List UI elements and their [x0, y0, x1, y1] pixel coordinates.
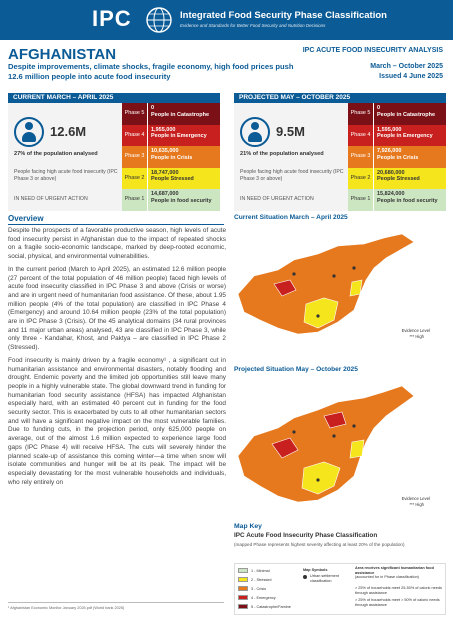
current-heading: CURRENT MARCH – APRIL 2025 [8, 93, 220, 103]
phase-desc: People in food security [377, 197, 438, 204]
current-phase-row [122, 189, 220, 211]
phase-value [374, 168, 446, 190]
current-map-title: Current Situation March – April 2025 [234, 214, 348, 221]
phase-label: Phase 2 [122, 168, 148, 190]
projected-map-title: Projected Situation May – October 2025 [234, 366, 358, 373]
phase-count: 1,595,000 [377, 126, 402, 133]
phase-label: Phase 1 [122, 189, 148, 211]
phase-value [148, 125, 220, 147]
current-phase-row [122, 125, 220, 147]
phase-value [148, 103, 220, 125]
phase-label: Phase 2 [348, 168, 374, 190]
current-total: 12.6M [50, 124, 87, 139]
projected-heading: PROJECTED MAY – OCTOBER 2025 [234, 93, 446, 103]
phase-count: 15,824,000 [377, 191, 405, 198]
map-key-subtitle: IPC Acute Food Insecurity Phase Classification [234, 532, 378, 539]
evidence-value: *** High [409, 334, 424, 339]
current-panel [8, 93, 220, 211]
phase-count: 0 [377, 105, 381, 111]
phase-desc: People in Crisis [377, 154, 419, 161]
current-summary [8, 103, 122, 211]
projected-panel [234, 93, 446, 211]
phase-count: 18,747,000 [151, 169, 179, 176]
overview-paragraph: In the current period (March to April 2025), an estimated 12.6 million people (27 percent of the total population of 46 million people) faced high levels of acute food insecurity classified in IPC Phase 3 and above (Crisis or worse) and are in urgent need of humanitarian food assistance. Of these, about 1.95 million people (4% of the total population) are classified in IPC Phase 4 (Emergency) and around 10.64 million people (23% of the total population) are in IPC Phase 3 (Crisis). Of the 45 analytical domains (34 rural provinces and 11 major urban areas) analysed, 43 are classified in IPC Phase 3, while only three - Kandahar, Khost, and Paktya – are classified in IPC Phase 2 (Stressed). [8, 265, 226, 352]
phase-value [374, 189, 446, 211]
country-name: AFGHANISTAN [8, 46, 117, 63]
phase-desc: People in Crisis [151, 154, 193, 161]
legend-phase-4: 4 - Emergency [238, 595, 276, 600]
projected-phase-row [348, 189, 446, 211]
evidence-label: Evidence Level [401, 328, 430, 333]
assistance-level-1: > 25% of households meet 25-50% of caloric needs through assistance [355, 586, 442, 595]
header-tagline: Evidence and Standards for Better Food Security and Nutrition Decisions [180, 23, 326, 28]
legend-phase-1: 1 - Minimal [238, 568, 270, 573]
report-subtitle: Despite improvements, climate shocks, fragile economy, high food prices push 12.6 million people into acute food insecurity [8, 62, 294, 81]
phase-value [374, 103, 446, 125]
overview-paragraph: Despite the prospects of a favorable productive season, high levels of acute food insecurity persist in Afghanistan due to the impact of repeated shocks on a fragile socio-economic landscape, marked by deep-rooted economic, social, physical, and environmental vulnerabilities. [8, 227, 226, 261]
assistance-level-2: > 25% of households meet > 50% of caloric needs through assistance [355, 598, 440, 607]
current-pct: 27% of the population analysed [14, 151, 98, 157]
phase-desc: People in Catastrophe [377, 111, 436, 118]
projected-total: 9.5M [276, 124, 305, 139]
projected-phase-row [348, 168, 446, 190]
footnote: ¹ Afghanistan Economic Monitor January 2025.pdf (World bank 2025) [8, 602, 224, 610]
ipc-logo: IPC [92, 6, 132, 31]
phase-value [374, 125, 446, 147]
map-key-note: (mapped Phase represents highest severity affecting at least 20% of the population) [234, 542, 405, 547]
globe-icon [145, 6, 173, 34]
map-legend [234, 563, 446, 615]
header-banner [0, 0, 453, 40]
phase-desc: People Stressed [151, 176, 194, 183]
phase-desc: People in food security [151, 197, 212, 204]
current-phase-row [122, 103, 220, 125]
header-title: Integrated Food Security Phase Classification [180, 10, 387, 21]
current-urgent: IN NEED OF URGENT ACTION [14, 196, 88, 202]
phase-value [374, 146, 446, 168]
current-phase-row [122, 168, 220, 190]
projected-phase-row [348, 125, 446, 147]
people-icon [240, 117, 270, 147]
current-map [234, 224, 446, 344]
phase-desc: People Stressed [377, 176, 420, 183]
phase-label: Phase 1 [348, 189, 374, 211]
legend-phase-3: 3 - Crisis [238, 586, 266, 591]
projected-phase-row [348, 146, 446, 168]
phase-value [148, 146, 220, 168]
map-region [350, 280, 362, 296]
report-dates [370, 62, 443, 82]
phase-count: 1,955,000 [151, 126, 176, 133]
urban-settlement-icon [303, 575, 307, 579]
phase-label: Phase 5 [122, 103, 148, 125]
projected-urgent: IN NEED OF URGENT ACTION [240, 196, 314, 202]
projected-pct: 21% of the population analysed [240, 151, 324, 157]
phase-label: Phase 4 [122, 125, 148, 147]
report-period: March – October 2025 [370, 63, 443, 70]
legend-phase-5: 5 - Catastrophe/Famine [238, 604, 291, 609]
phase-count: 0 [151, 105, 155, 111]
overview-rule [8, 224, 224, 225]
phase-label: Phase 5 [348, 103, 374, 125]
current-phase-row [122, 146, 220, 168]
phase-label: Phase 3 [348, 146, 374, 168]
phase-count: 7,926,000 [377, 148, 402, 155]
analysis-type: IPC ACUTE FOOD INSECURITY ANALYSIS [302, 47, 443, 54]
assistance-title: Area receives significant humanitarian food assistance [355, 566, 434, 575]
evidence-value: *** High [409, 502, 424, 507]
phase-value [148, 168, 220, 190]
projected-summary [234, 103, 348, 211]
map-region [350, 440, 364, 458]
phase-count: 14,687,000 [151, 191, 179, 198]
phase-label: Phase 3 [122, 146, 148, 168]
phase-desc: People in Catastrophe [151, 111, 210, 118]
phase-desc: People in Emergency [377, 133, 433, 140]
phase-desc: People in Emergency [151, 133, 207, 140]
current-desc: People facing high acute food insecurity (IPC Phase 3 or above) [14, 169, 118, 182]
legend-phase-2: 2 - Stressed [238, 577, 271, 582]
report-issued: Issued 4 June 2025 [379, 73, 443, 80]
overview-paragraph: Food insecurity is mainly driven by a fragile economy¹ , a significant cut in humanitarian assistance and environmental disasters, notably flooding and drought. Endemic poverty and the limited job opportunities still leave many people in a highly vulnerable state. The global downward trend in funding for humanitarian food security assistance (HFSA) has impacted Afghanistan especially hard, with an estimated 40 percent cut in funding for the food security sector. This is exacerbated by cuts to all other humanitarian sectors and will have a significant negative impact on the most vulnerable families. Due to funding cuts, in the projection period, only 625,000 people on average, out of the almost 1.6 million expected to experience large food gaps (IPC Phase 4) will receive HFSA. The cuts will severely hinder the planned scale-up of assistance this coming winter—a time when snow will isolate communities and hunger will be at its peak. The impact will be especially devastating for the most vulnerable households and individuals, who rely entirely on [8, 356, 226, 486]
assistance-note: (accounted for in Phase classification) [355, 575, 419, 579]
phase-count: 10,635,000 [151, 148, 179, 155]
phase-label: Phase 4 [348, 125, 374, 147]
phase-count: 20,680,000 [377, 169, 405, 176]
people-icon [14, 117, 44, 147]
overview-body [8, 227, 226, 572]
phase-value [148, 189, 220, 211]
projected-map [234, 376, 446, 516]
urban-symbol-label: Urban settlement classification [310, 574, 339, 583]
evidence-label: Evidence Level [401, 496, 430, 501]
projected-phase-row [348, 103, 446, 125]
map-symbols-title: Map Symbols [303, 568, 328, 572]
overview-heading: Overview [8, 214, 44, 223]
map-key-title: Map Key [234, 523, 262, 530]
projected-desc: People facing high acute food insecurity (IPC Phase 3 or above) [240, 169, 344, 182]
